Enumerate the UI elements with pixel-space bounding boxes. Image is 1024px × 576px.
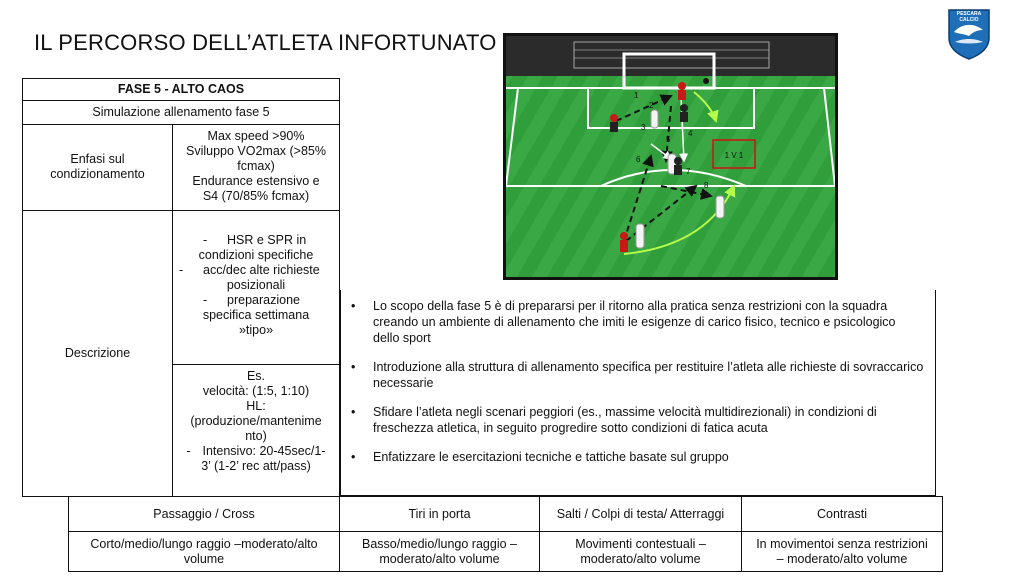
mannequin bbox=[636, 224, 644, 248]
descr-line: preparazione bbox=[227, 293, 300, 307]
descr-line: HSR e SPR in bbox=[227, 233, 307, 247]
descr-line: specifica settimana bbox=[202, 308, 310, 322]
table-header-passaggio: Passaggio / Cross bbox=[68, 496, 340, 532]
table-header-tiri: Tiri in porta bbox=[339, 496, 540, 532]
training-drill-diagram bbox=[503, 33, 838, 280]
page-title: IL PERCORSO DELL’ATLETA INFORTUNATO bbox=[34, 30, 497, 55]
descr-item bbox=[173, 263, 339, 278]
path-number: 3 bbox=[641, 123, 646, 132]
es-line: velocità: (1:5, 1:10) bbox=[202, 384, 310, 398]
dash: - bbox=[203, 293, 208, 307]
path-number: 4 bbox=[688, 129, 693, 138]
dash: - bbox=[186, 444, 191, 458]
enfasi-label-line: Enfasi sul bbox=[70, 152, 125, 166]
bullet-item bbox=[351, 298, 925, 346]
table-header-contrasti: Contrasti bbox=[741, 496, 943, 532]
cell-line: volume bbox=[183, 552, 225, 566]
bullet-marker: • bbox=[351, 360, 356, 374]
player bbox=[674, 157, 682, 175]
enfasi-line: S4 (70/85% fcmax) bbox=[202, 189, 310, 203]
es-line: 3’ (1-2’ rec att/pass) bbox=[201, 459, 311, 473]
dash: - bbox=[179, 263, 184, 277]
table-header-salti: Salti / Colpi di testa/ Atterraggi bbox=[539, 496, 742, 532]
one-v-one-label: 1 V 1 bbox=[724, 151, 744, 160]
es-line-text: Intensivo: 20-45sec/1- bbox=[202, 444, 326, 458]
descr-item bbox=[173, 293, 339, 308]
phase-header: FASE 5 - ALTO CAOS bbox=[22, 78, 340, 101]
phase-subheader: Simulazione allenamento fase 5 bbox=[22, 100, 340, 125]
enfasi-label-line: condizionamento bbox=[50, 167, 145, 181]
esempio-cell bbox=[172, 364, 340, 497]
descr-item bbox=[173, 233, 339, 248]
table-cell-contrasti bbox=[741, 531, 943, 572]
dash: - bbox=[203, 233, 208, 247]
mannequin bbox=[716, 196, 724, 218]
bullet-marker: • bbox=[351, 405, 356, 419]
bullet-item bbox=[351, 359, 925, 391]
bullet-text: Enfatizzare le esercitazioni tecniche e tattiche basate sul gruppo bbox=[373, 450, 729, 464]
es-line: HL: bbox=[246, 399, 266, 413]
bullet-text: Lo scopo della fase 5 è di prepararsi per il ritorno alla pratica senza restrizioni con la squadra creando un ambiente di allenamento che imiti le esigenze di carico fisico, tecnico e psicologico dello sport bbox=[373, 299, 896, 345]
enfasi-line: Endurance estensivo e bbox=[192, 174, 320, 188]
bullet-marker: • bbox=[351, 299, 356, 313]
mannequin bbox=[651, 110, 658, 128]
cell-line: In movimentoi senza restrizioni bbox=[756, 537, 928, 551]
enfasi-line: Sviluppo VO2max (>85% bbox=[185, 144, 326, 158]
cell-line: – moderato/alto volume bbox=[776, 552, 908, 566]
path-number: 7 bbox=[686, 167, 691, 176]
path-number: 2 bbox=[649, 101, 654, 110]
path-number: 1 bbox=[634, 91, 639, 100]
cell-line: moderato/alto volume bbox=[580, 552, 701, 566]
descr-line: acc/dec alte richieste bbox=[203, 263, 320, 277]
player bbox=[620, 232, 628, 252]
pitch-svg bbox=[506, 36, 835, 277]
cell-line: Basso/medio/lungo raggio – bbox=[362, 537, 517, 551]
path-number: 8 bbox=[704, 181, 709, 190]
enfasi-values bbox=[172, 124, 340, 211]
objectives-panel bbox=[340, 290, 936, 496]
descr-line: condizioni specifiche bbox=[198, 248, 314, 262]
descrizione-items bbox=[172, 210, 340, 365]
descr-line: »tipo» bbox=[238, 323, 274, 337]
player bbox=[678, 82, 686, 100]
path-number: 5 bbox=[666, 135, 671, 144]
bullet-text: Introduzione alla struttura di allenamento specifica per restituire l’atleta alle richieste di sovraccarico necessarie bbox=[373, 360, 924, 390]
cell-line: Movimenti contestuali – bbox=[575, 537, 706, 551]
player bbox=[610, 114, 618, 132]
player bbox=[680, 104, 688, 122]
table-cell-salti bbox=[539, 531, 742, 572]
enfasi-label bbox=[22, 124, 173, 211]
es-line: nto) bbox=[245, 429, 267, 443]
enfasi-line: fcmax) bbox=[237, 159, 275, 173]
bullet-item bbox=[351, 449, 925, 465]
table-cell-passaggio bbox=[68, 531, 340, 572]
path-number: 6 bbox=[636, 155, 641, 164]
enfasi-line: Max speed >90% bbox=[207, 129, 305, 143]
es-line bbox=[173, 444, 339, 459]
bullet-marker: • bbox=[351, 450, 356, 464]
descrizione-label: Descrizione bbox=[22, 210, 173, 497]
cell-line: Corto/medio/lungo raggio –moderato/alto bbox=[90, 537, 318, 551]
cell-line: moderato/alto volume bbox=[379, 552, 500, 566]
club-logo bbox=[947, 8, 991, 60]
goalkeeper bbox=[703, 78, 709, 84]
logo-text: PESCARA CALCIO bbox=[956, 11, 982, 23]
bullet-text: Sfidare l’atleta negli scenari peggiori (es., massime velocità multidirezionali) in condizioni di freschezza atletica, in seguito progredire sotto condizioni di fatica acuta bbox=[373, 405, 877, 435]
descr-line: posizionali bbox=[226, 278, 286, 292]
es-line: Es. bbox=[246, 369, 266, 383]
table-cell-tiri bbox=[339, 531, 540, 572]
es-line: (produzione/mantenime bbox=[190, 414, 322, 428]
bullet-item bbox=[351, 404, 925, 436]
